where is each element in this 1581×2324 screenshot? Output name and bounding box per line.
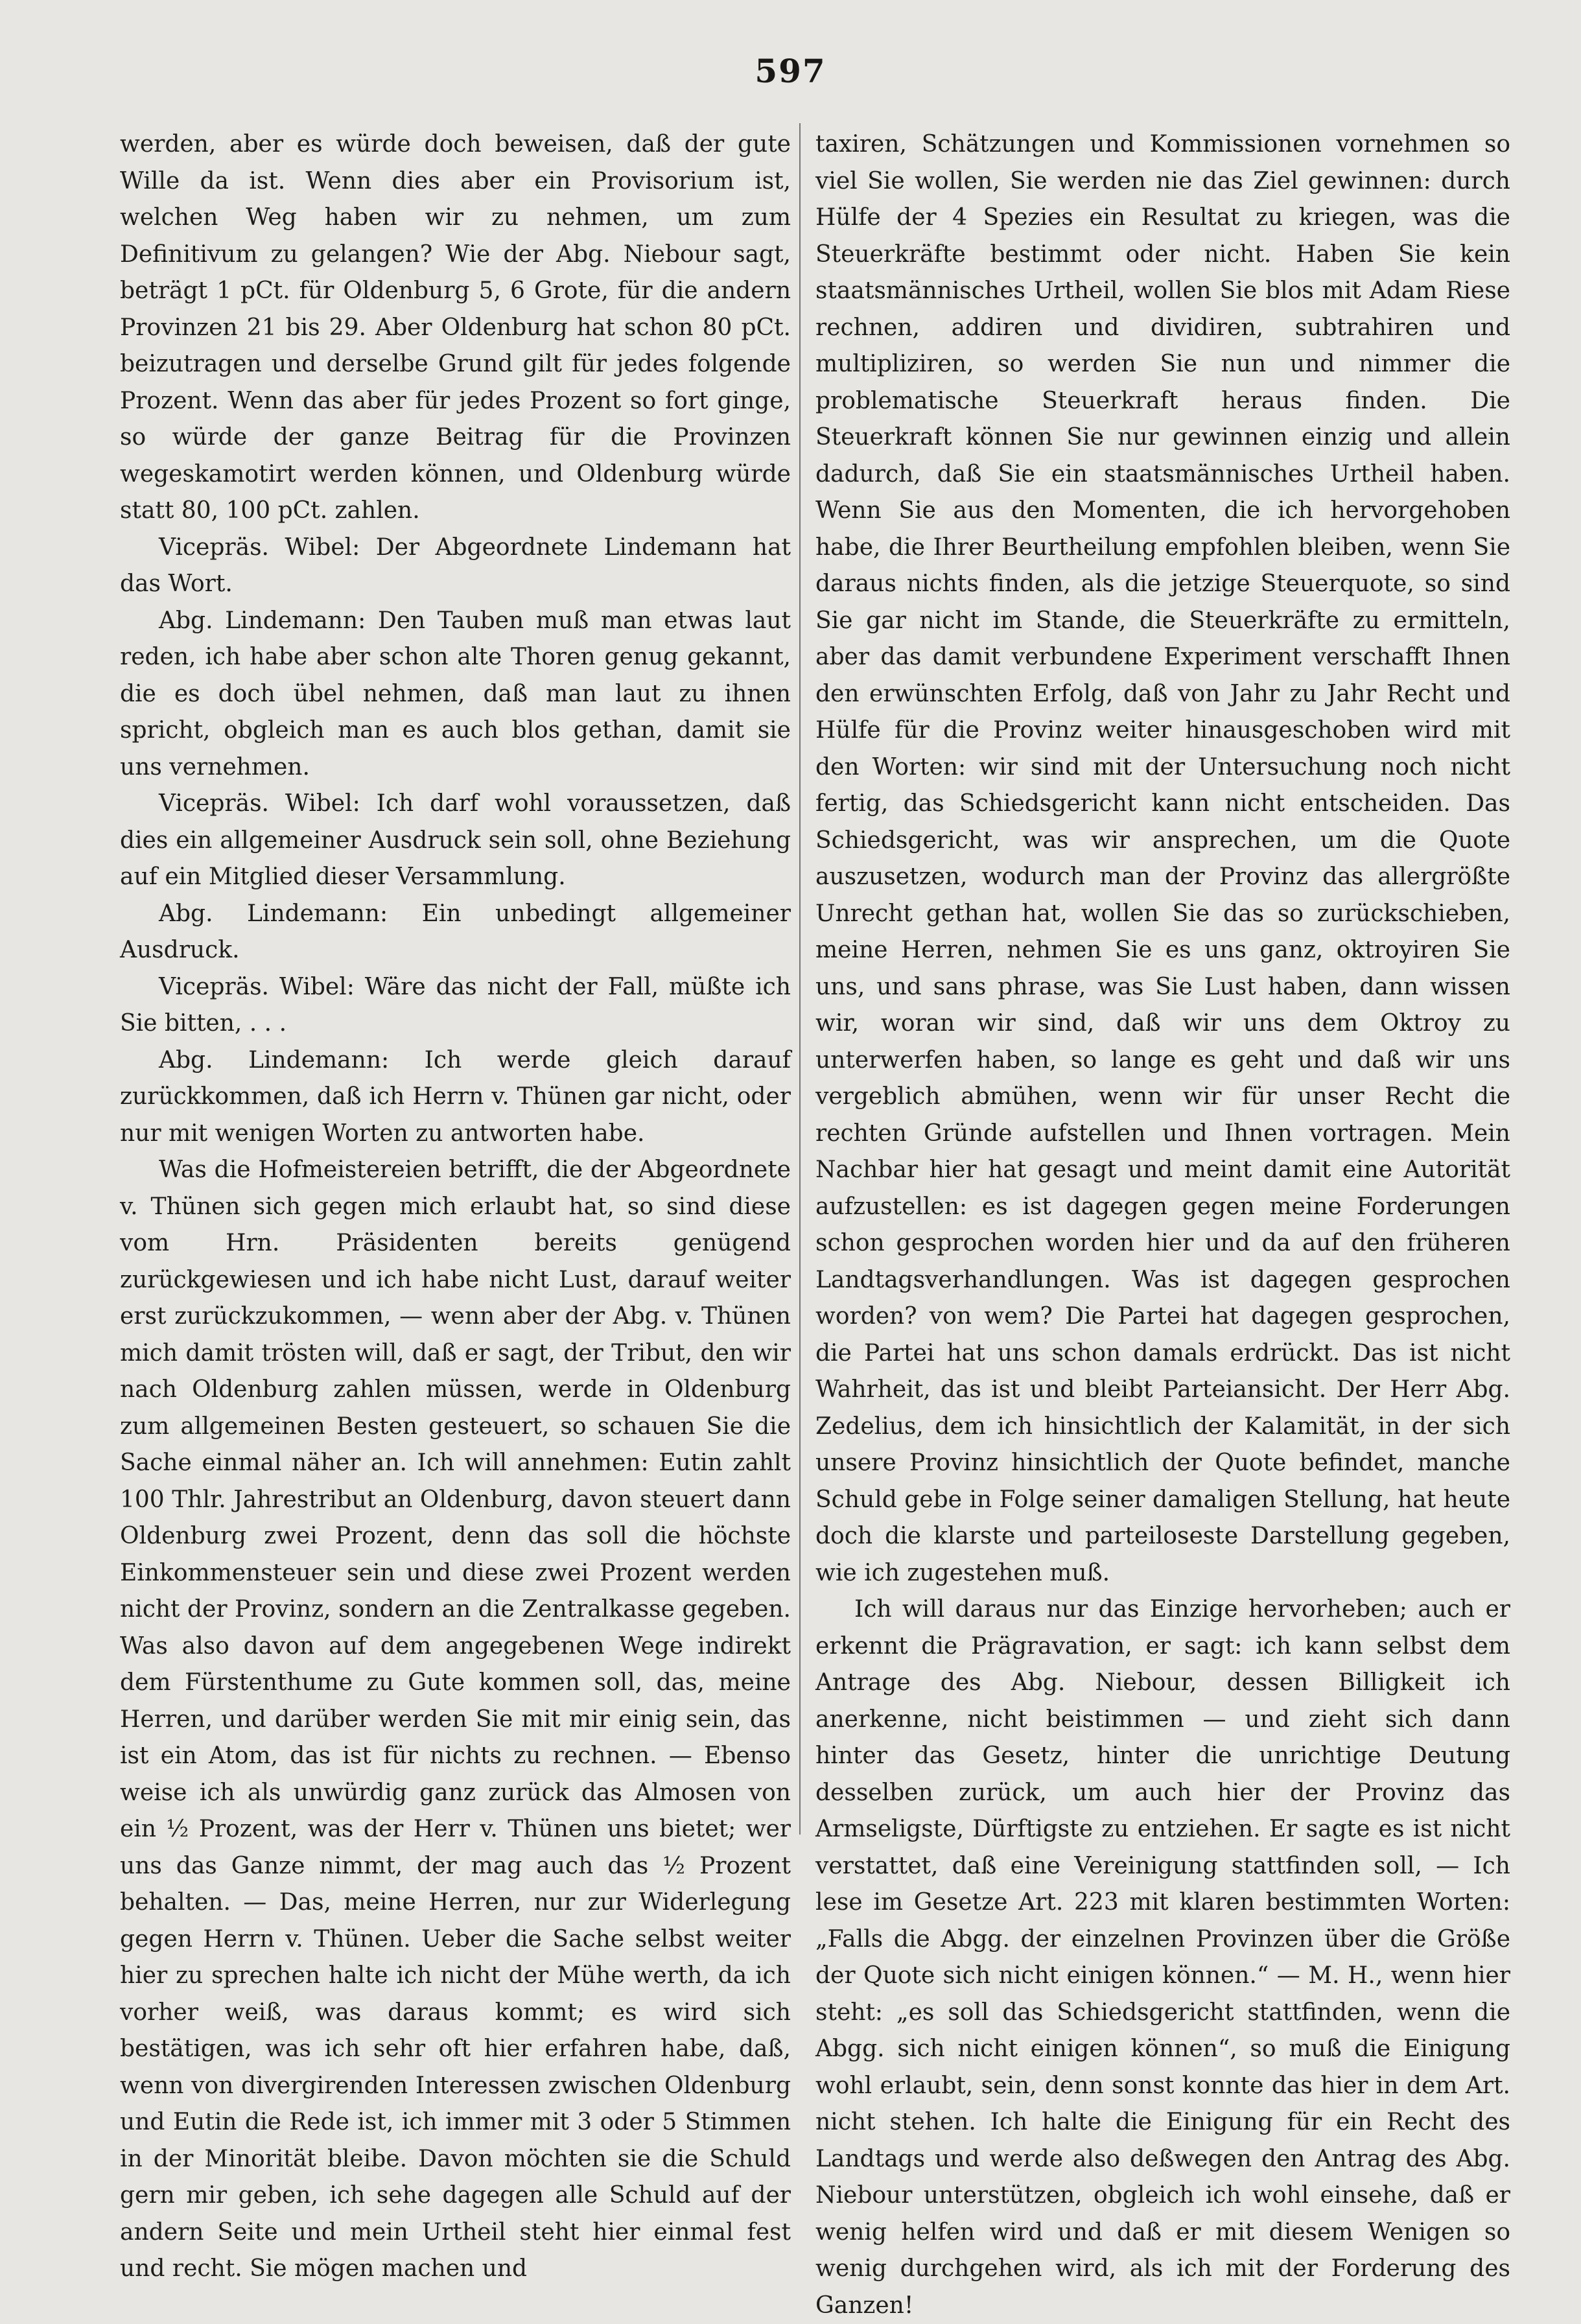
paragraph: Vicepräs. Wibel: Der Abgeordnete Lindemann hat das Wort. bbox=[120, 534, 791, 597]
paragraph: taxiren, Schätzungen und Kommissionen vornehmen so viel Sie wollen, Sie werden nie das Ziel gewinnen: durch Hülfe der 4 Spezies ein Resultat zu kriegen, was die Steuerkräfte bestimmt oder nicht. Haben Sie kein staatsmännisches Urtheil, wollen Sie blos mit Adam Riese rechnen, addiren und dividiren, subtrahiren und multipliziren, so werden Sie nun und nimmer die problematische Steuerkraft heraus finden. Die Steuerkraft können Sie nur gewinnen einzig und allein dadurch, daß Sie ein staatsmännisches Urtheil haben. Wenn Sie aus den Momenten, die ich hervorgehoben habe, die Ihrer Beurtheilung empfohlen bleiben, wenn Sie daraus nichts finden, als die jetzige Steuerquote, so sind Sie gar nicht im Stande, die Steuerkräfte zu ermitteln, aber das damit verbundene Experiment verschafft Ihnen den erwünschten Erfolg, daß von Jahr zu Jahr Recht und Hülfe für die Provinz weiter hinausgeschoben wird mit den Worten: wir sind mit der Untersuchung noch nicht fertig, das Schiedsgericht kann nicht entscheiden. Das Schiedsgericht, was wir ansprechen, um die Quote auszusetzen, wodurch man der Provinz das allergrößte Unrecht gethan hat, wollen Sie das so zurückschieben, meine Herren, nehmen Sie es uns ganz, oktroyiren Sie uns, und sans phrase, was Sie Lust haben, dann wissen wir, woran wir sind, daß wir uns dem Oktroy zu unterwerfen haben, so lange es geht und daß wir uns vergeblich abmühen, wenn wir für unser Recht die rechten Gründe aufstellen und Ihnen vortragen. Mein Nachbar hier hat gesagt und meint damit eine Autorität aufzustellen: es ist dagegen gegen meine Forderungen schon gesprochen worden hier und da auf den früheren Landtagsverhandlungen. Was ist dagegen gesprochen worden? von wem? Die Partei hat dagegen gesprochen, die Partei hat uns schon damals erdrückt. Das ist nicht Wahrheit, das ist und bleibt Parteiansicht. Der Herr Abg. Zedelius, dem ich hinsichtlich der Kalamität, in der sich unsere Provinz hinsichtlich der Quote befindet, manche Schuld gebe in Folge seiner damaligen Stellung, hat heute doch die klarste und parteiloseste Darstellung gegeben, wie ich zugestehen muß. bbox=[815, 131, 1510, 1586]
paragraph: Was die Hofmeistereien betrifft, die der Abgeordnete v. Thünen sich gegen mich erlaubt hat, so sind diese vom Hrn. Präsidenten bereits genügend zurückgewiesen und ich habe nicht Lust, darauf weiter erst zurückzukommen, — wenn aber der Abg. v. Thünen mich damit trösten will, daß er sagt, der Tribut, den wir nach Oldenburg zahlen müssen, werde in Oldenburg zum allgemeinen Besten gesteuert, so schauen Sie die Sache einmal näher an. Ich will annehmen: Eutin zahlt 100 Thlr. Jahrestribut an Oldenburg, davon steuert dann Oldenburg zwei Prozent, denn das soll die höchste Einkommensteuer sein und diese zwei Prozent werden nicht der Provinz, sondern an die Zentralkasse gegeben. Was also davon auf dem angegebenen Wege indirekt dem Fürstenthume zu Gute kommen soll, das, meine Herren, und darüber werden Sie mit mir einig sein, das ist ein Atom, das ist für nichts zu rechnen. — Ebenso weise ich als unwürdig ganz zurück das Almosen von ein ½ Prozent, was der Herr v. Thünen uns bietet; wer uns das Ganze nimmt, der mag auch das ½ Prozent behalten. — Das, meine Herren, nur zur Widerlegung gegen Herrn v. Thünen. Ueber die Sache selbst weiter hier zu sprechen halte ich nicht der Mühe werth, da ich vorher weiß, was daraus kommt; es wird sich bestätigen, was ich sehr oft hier erfahren habe, daß, wenn von divergirenden Interessen zwischen Oldenburg und Eutin die Rede ist, ich immer mit 3 oder 5 Stimmen in der Minorität bleibe. Davon möchten sie die Schuld gern mir geben, ich sehe dagegen alle Schuld auf der andern Seite und mein Urtheil steht hier einmal fest und recht. Sie mögen machen und bbox=[120, 1156, 791, 2282]
column-divider bbox=[799, 123, 801, 1835]
paragraph: Vicepräs. Wibel: Ich darf wohl voraussetzen, daß dies ein allgemeiner Ausdruck sein soll, ohne Beziehung auf ein Mitglied dieser Versammlung. bbox=[120, 790, 791, 890]
page-number: 597 bbox=[755, 52, 826, 90]
paragraph: Ich will daraus nur das Einzige hervorheben; auch er erkennt die Prägravation, er sagt: ich kann selbst dem Antrage des Abg. Niebour, dessen Billigkeit ich anerkenne, nicht beistimmen — und zieht sich dann hinter das Gesetz, hinter die unrichtige Deutung desselben zurück, um auch hier der Provinz das Armseligste, Dürftigste zu entziehen. Er sagte es ist nicht verstattet, daß eine Vereinigung stattfinden soll, — Ich lese im Gesetze Art. 223 mit klaren bestimmten Worten: „Falls die Abgg. der einzelnen Provinzen über die Größe der Quote sich nicht einigen können.“ — M. H., wenn hier steht: „es soll das Schiedsgericht stattfinden, wenn die Abgg. sich nicht einigen können“, so muß die Einigung wohl erlaubt, sein, denn sonst konnte das hier in dem Art. nicht stehen. Ich halte die Einigung für ein Recht des Landtags und werde also deßwegen den Antrag des Abg. Niebour unterstützen, obgleich ich wohl einsehe, daß er wenig helfen wird und daß er mit diesem Wenigen so wenig durchgehen wird, als ich mit der Forderung des Ganzen! bbox=[815, 1596, 1510, 2319]
right-column bbox=[815, 126, 1510, 2324]
paragraph: Abg. Lindemann: Den Tauben muß man etwas laut reden, ich habe aber schon alte Thoren genug gekannt, die es doch übel nehmen, daß man laut zu ihnen spricht, obgleich man es auch blos gethan, damit sie uns vernehmen. bbox=[120, 607, 791, 781]
paragraph: Abg. Lindemann: Ein unbedingt allgemeiner Ausdruck. bbox=[120, 900, 791, 963]
paragraph: Abg. Lindemann: Ich werde gleich darauf zurückkommen, daß ich Herrn v. Thünen gar nicht, oder nur mit wenigen Worten zu antworten habe. bbox=[120, 1046, 791, 1147]
left-column bbox=[120, 126, 791, 2288]
paragraph: werden, aber es würde doch beweisen, daß der gute Wille da ist. Wenn dies aber ein Provisorium ist, welchen Weg haben wir zu nehmen, um zum Definitivum zu gelangen? Wie der Abg. Niebour sagt, beträgt 1 pCt. für Oldenburg 5, 6 Grote, für die andern Provinzen 21 bis 29. Aber Oldenburg hat schon 80 pCt. beizutragen und derselbe Grund gilt für jedes folgende Prozent. Wenn das aber für jedes Prozent so fort ginge, so würde der ganze Beitrag für die Provinzen wegeskamotirt werden können, und Oldenburg würde statt 80, 100 pCt. zahlen. bbox=[120, 131, 791, 524]
paragraph: Vicepräs. Wibel: Wäre das nicht der Fall, müßte ich Sie bitten, . . . bbox=[120, 973, 791, 1037]
